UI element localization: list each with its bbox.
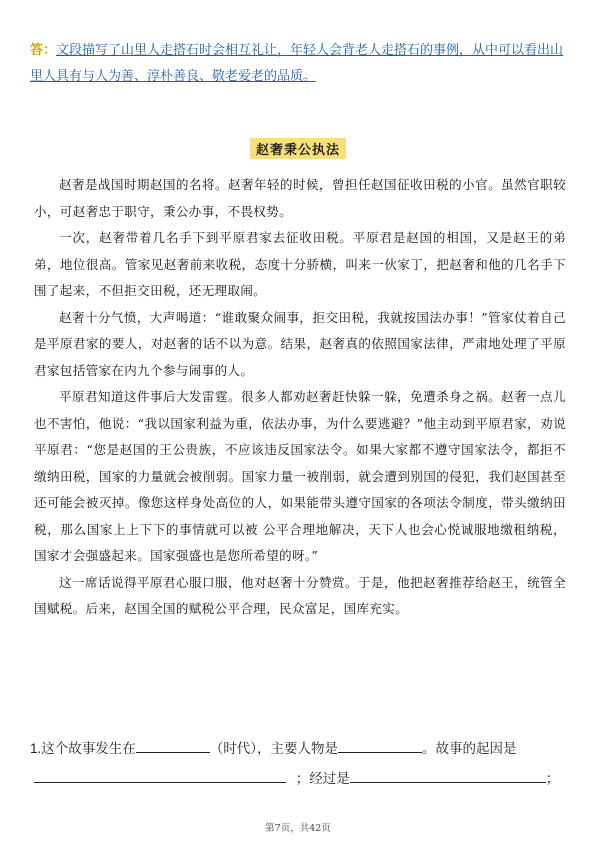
question-1: [30, 734, 570, 794]
era-blank[interactable]: [136, 738, 210, 753]
story-paragraph: 赵奢十分气愤，大声喝道：“谁敢聚众闹事，拒交田税，我就按国法办事！”管家仗着自己是平原君家的要人，对赵奢的话不以为意。结果，赵奢真的依照国家法律，严肃地处理了平原君家包括管家在内九个参与闹事的人。: [34, 309, 566, 378]
story-paragraph: 平原君知道这件事后大发雷霆。很多人都劝赵奢赶快躲一躲，免遭杀身之祸。赵奢一点儿也不害怕，他说：“我以国家利益为重，依法办事，为什么要逃避？”他主动到平原君家，劝说平原君：“您是赵国的王公贵族，不应该违反国家法令。如果大家都不遵守国家法令，都拒不缴纳田税，国家的力量就会被削弱。国家力量一被削弱，就会遭到别国的侵犯，我们赵国甚至还可能会被灭掉。像您这样身处高位的人，如果能带头遵守国家的各项法令制度，带头缴纳田税，那么国家上上下下的事情就可以被 公平合理地解决，天下人也会心悦诚服地缴租纳税，国家才会强盛起来。国家强盛也是您所希望的呀。”: [34, 389, 566, 563]
story-title: 赵奢秉公执法: [250, 138, 346, 159]
answer-text: 文段描写了山里人走搭石时会相互礼让，年轻人会背老人走搭石的事例，从中可以看出山里人具有与人为善、淳朴善良、敬老爱老的品质。: [30, 43, 564, 84]
question-text-part4: ；经过是: [295, 771, 350, 786]
page-footer: 第7页，共42页: [265, 823, 331, 834]
question-line-2: [30, 764, 570, 794]
question-text-part5: ；: [545, 771, 560, 786]
cause-blank[interactable]: [34, 768, 286, 783]
question-text-part2: （时代），主要人物是: [209, 741, 339, 756]
question-text-part3: 。故事的起因是: [422, 741, 517, 756]
process-blank[interactable]: [350, 768, 546, 783]
question-number: 1.: [30, 741, 42, 756]
question-line-1: [30, 734, 570, 764]
story-paragraph: 一次，赵奢带着几名手下到平原君家去征收田税。平原君是赵国的相国，又是赵王的弟弟，地位很高。管家见赵奢前来收税，态度十分骄横，叫来一伙家丁，把赵奢和他的几名手下围了起来，不但拒交田税，还无理取闹。: [34, 230, 566, 298]
answer-block: [30, 38, 570, 90]
answer-label: 答：: [30, 43, 57, 58]
story-paragraph: 赵奢是战国时期赵国的名将。赵奢年轻的时候，曾担任赵国征收田税的小官。虽然官职较小，可赵奢忠于职守，秉公办事，不畏权势。: [34, 177, 566, 219]
question-text-part1: 这个故事发生在: [41, 741, 136, 756]
story-paragraph: 这一席话说得平原君心服口服，他对赵奢十分赞赏。于是，他把赵奢推荐给赵王，统管全国赋税。后来，赵国全国的赋税公平合理，民众富足，国库充实。: [34, 574, 566, 616]
main-character-blank[interactable]: [338, 738, 422, 753]
story-body: [34, 172, 566, 623]
story-title-wrap: [0, 138, 596, 159]
